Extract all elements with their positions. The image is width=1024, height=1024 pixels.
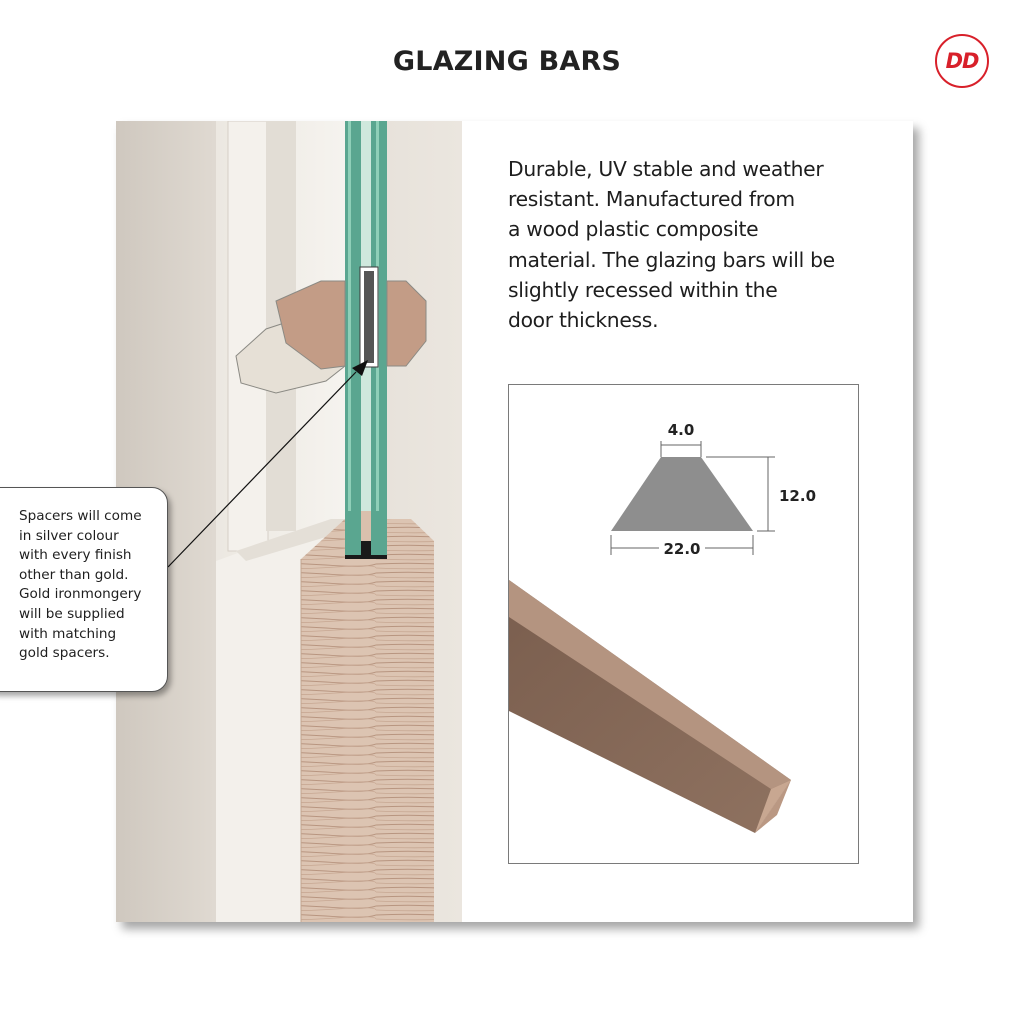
- dimension-base-width: 22.0: [663, 540, 701, 558]
- callout-line: Gold ironmongery: [19, 586, 142, 603]
- description-line: Durable, UV stable and weather: [508, 157, 824, 181]
- bar-profile-shape: [611, 457, 753, 531]
- description-line: slightly recessed within the: [508, 277, 778, 302]
- callout-line: with every finish: [19, 547, 132, 564]
- description-line: a wood plastic composite: [508, 217, 759, 242]
- callout-line: with matching: [19, 625, 117, 642]
- brand-logo: [935, 34, 989, 88]
- callout-line: will be supplied: [19, 605, 125, 622]
- spacer-callout-text: [19, 507, 169, 664]
- dimension-height: 12.0: [779, 487, 817, 505]
- callout-line: gold spacers.: [19, 645, 110, 662]
- callout-line: in silver colour: [19, 527, 119, 544]
- description-line: resistant. Manufactured from: [508, 187, 795, 212]
- description-line: door thickness.: [508, 308, 659, 333]
- page-title: GLAZING BARS: [392, 46, 622, 77]
- logo-text: DD: [945, 49, 979, 73]
- callout-line: other than gold.: [19, 566, 129, 583]
- description-line: material. The glazing bars will be: [508, 247, 835, 272]
- glazing-bar-detail-box: [508, 384, 859, 864]
- description-text: [508, 154, 868, 335]
- dimension-top-width: 4.0: [667, 421, 695, 439]
- callout-line: Spacers will come: [19, 508, 142, 524]
- profile-drawing: [509, 385, 859, 864]
